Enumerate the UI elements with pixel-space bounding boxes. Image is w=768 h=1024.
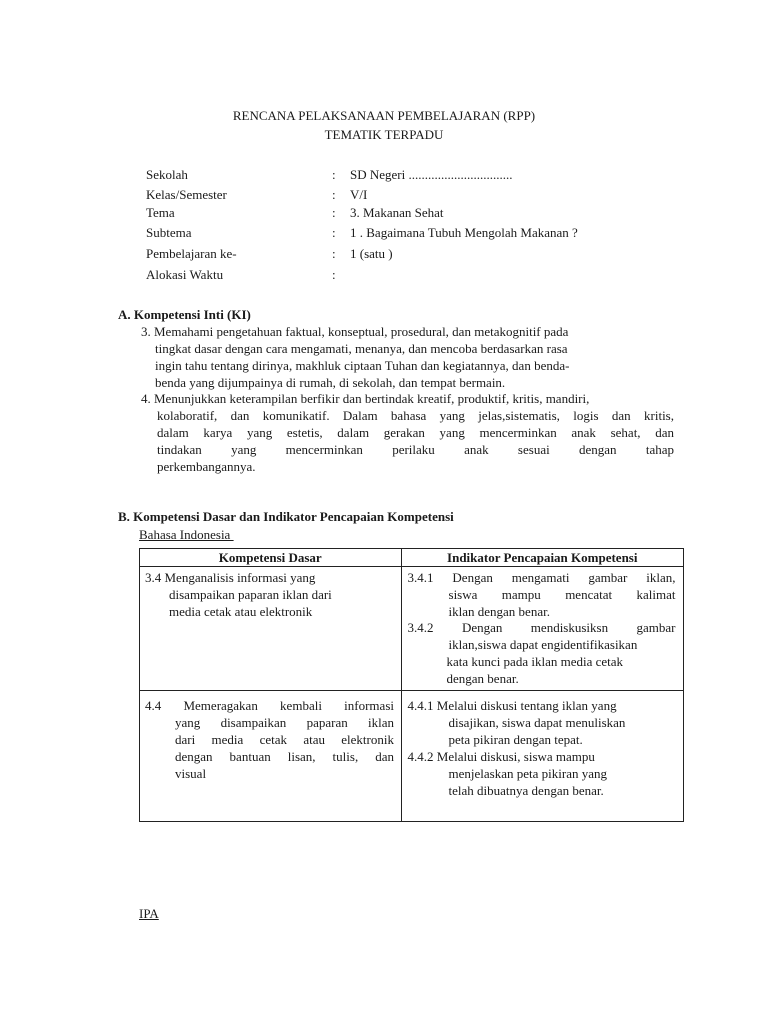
ki3-line: benda yang dijumpainya di rumah, di sekolah, dan tempat bermain. xyxy=(155,375,506,390)
ki4-line: dalam karya yang estetis, dalam gerakan yang mencerminkan anak sehat, dan xyxy=(157,425,674,440)
doc-title-line-1: RENCANA PELAKSANAAN PEMBELAJARAN (RPP) xyxy=(232,108,536,123)
ki3-line: 3. Memahami pengetahuan faktual, konseptual, prosedural, dan metakognitif pada xyxy=(141,324,569,339)
identity-sep: : xyxy=(332,246,336,261)
identity-sep: : xyxy=(332,267,336,282)
ipk-line: disajikan, siswa dapat menuliskan xyxy=(448,715,626,730)
ipk-line: kata kunci pada iklan media cetak xyxy=(446,654,624,669)
identity-value-kelas: V/I xyxy=(350,187,368,202)
header-kompetensi-dasar: Kompetensi Dasar xyxy=(140,549,402,567)
identity-value-pembelajaran: 1 (satu ) xyxy=(350,246,393,261)
ipk-cell xyxy=(401,567,683,691)
ipk-cell xyxy=(401,691,683,822)
identity-value-tema: 3. Makanan Sehat xyxy=(350,205,444,220)
ipk-line: siswa mampu mencatat kalimat xyxy=(448,587,676,602)
kd-line: 3.4 Menganalisis informasi yang xyxy=(145,570,316,585)
kd-line: visual xyxy=(175,766,207,781)
ipk-line: telah dibuatnya dengan benar. xyxy=(448,783,604,798)
kd-line: dari media cetak atau elektronik xyxy=(175,732,394,747)
kd-cell xyxy=(140,567,402,691)
ipk-line: 3.4.2 Dengan mendiskusiksn gambar xyxy=(407,620,676,635)
ki3-line: ingin tahu tentang dirinya, makhluk ciptaan Tuhan dan kegiatannya, dan benda- xyxy=(155,358,570,373)
section-b-heading: B. Kompetensi Dasar dan Indikator Pencapaian Kompetensi xyxy=(118,509,454,524)
identity-label-sekolah: Sekolah xyxy=(146,167,188,182)
ipk-line: iklan dengan benar. xyxy=(448,604,550,619)
ipk-line: dengan benar. xyxy=(446,671,519,686)
identity-label-alokasi: Alokasi Waktu xyxy=(146,267,224,282)
identity-label-pembelajaran: Pembelajaran ke- xyxy=(146,246,237,261)
ki4-line: perkembangannya. xyxy=(157,459,256,474)
identity-value-subtema: 1 . Bagaimana Tubuh Mengolah Makanan ? xyxy=(350,225,578,240)
ki4-line: tindakan yang mencerminkan perilaku anak sesuai dengan tahap xyxy=(157,442,674,457)
identity-value-sekolah: SD Negeri ................................ xyxy=(350,167,513,182)
identity-sep: : xyxy=(332,187,336,202)
subject-ipa: IPA xyxy=(139,906,159,921)
table-row xyxy=(140,691,684,822)
header-indikator: Indikator Pencapaian Kompetensi xyxy=(401,549,683,567)
ipk-line: 4.4.1 Melalui diskusi tentang iklan yang xyxy=(407,698,617,713)
table-header-row xyxy=(140,549,684,567)
kd-cell xyxy=(140,691,402,822)
ipk-line: 4.4.2 Melalui diskusi, siswa mampu xyxy=(407,749,595,764)
section-a-heading: A. Kompetensi Inti (KI) xyxy=(118,307,251,322)
ki4-line: kolaboratif, dan komunikatif. Dalam bahasa yang jelas,sistematis, logis dan kritis, xyxy=(157,408,674,423)
identity-sep: : xyxy=(332,205,336,220)
kd-line: dengan bantuan lisan, tulis, dan xyxy=(175,749,394,764)
kd-line: 4.4 Memeragakan kembali informasi xyxy=(145,698,394,713)
identity-label-tema: Tema xyxy=(146,205,175,220)
identity-label-subtema: Subtema xyxy=(146,225,192,240)
competency-table xyxy=(139,548,684,822)
kd-line: yang disampaikan paparan iklan xyxy=(175,715,394,730)
table-row xyxy=(140,567,684,691)
ipk-line: 3.4.1 Dengan mengamati gambar iklan, xyxy=(407,570,676,585)
doc-title-line-2: TEMATIK TERPADU xyxy=(324,127,444,142)
kd-line: disampaikan paparan iklan dari xyxy=(169,587,332,602)
kd-line: media cetak atau elektronik xyxy=(169,604,313,619)
identity-label-kelas: Kelas/Semester xyxy=(146,187,227,202)
ki3-line: tingkat dasar dengan cara mengamati, menanya, dan mencoba berdasarkan rasa xyxy=(155,341,568,356)
identity-sep: : xyxy=(332,167,336,182)
identity-sep: : xyxy=(332,225,336,240)
ki4-line: 4. Menunjukkan keterampilan berfikir dan bertindak kreatif, produktif, kritis, mandiri, xyxy=(141,391,590,406)
ipk-line: menjelaskan peta pikiran yang xyxy=(448,766,607,781)
subject-bahasa-indonesia: Bahasa Indonesia xyxy=(139,527,234,542)
ipk-line: iklan,siswa dapat engidentifikasikan xyxy=(448,637,638,652)
ipk-line: peta pikiran dengan tepat. xyxy=(448,732,583,747)
